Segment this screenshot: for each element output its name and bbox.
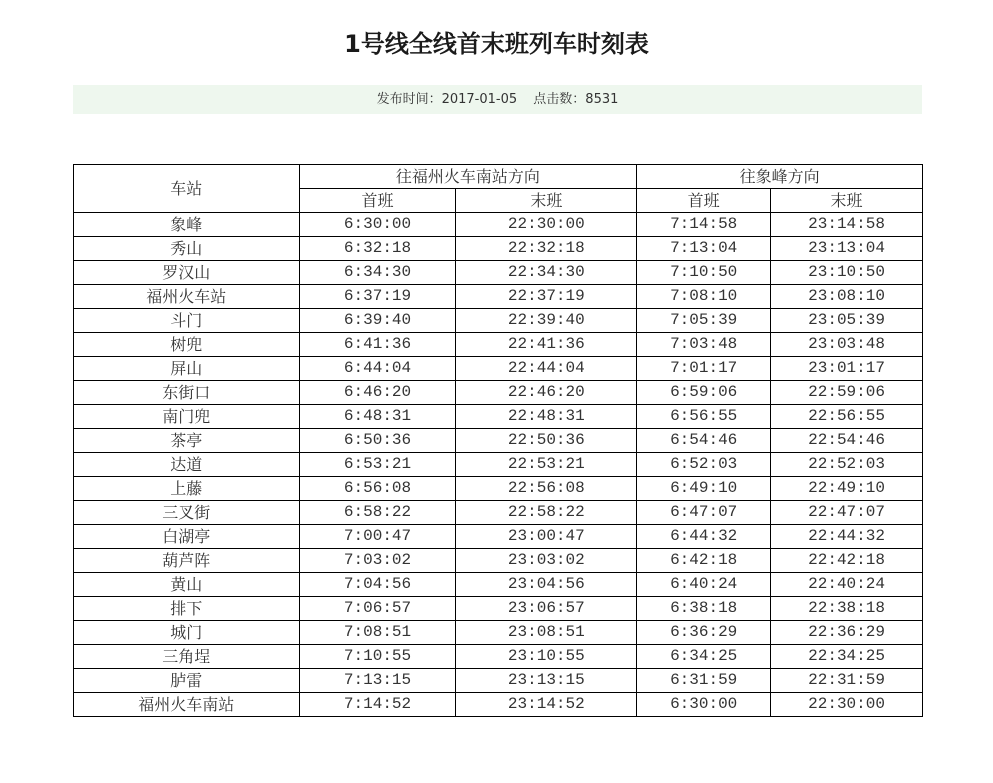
station-cell: 斗门 xyxy=(74,309,300,333)
dir1-first-cell: 6:58:22 xyxy=(299,501,456,525)
dir1-first-cell: 7:13:15 xyxy=(299,669,456,693)
dir2-last-cell: 22:42:18 xyxy=(771,549,923,573)
dir2-first-cell: 6:47:07 xyxy=(637,501,771,525)
station-cell: 福州火车站 xyxy=(74,285,300,309)
dir1-first-cell: 6:30:00 xyxy=(299,213,456,237)
dir1-first-cell: 7:04:56 xyxy=(299,573,456,597)
dir2-first-cell: 6:40:24 xyxy=(637,573,771,597)
station-cell: 三角埕 xyxy=(74,645,300,669)
dir2-first-cell: 6:49:10 xyxy=(637,477,771,501)
dir1-last-cell: 23:04:56 xyxy=(456,573,637,597)
dir2-first-cell: 6:30:00 xyxy=(637,693,771,717)
dir2-last-cell: 23:03:48 xyxy=(771,333,923,357)
meta-info-bar xyxy=(73,85,922,114)
station-cell: 达道 xyxy=(74,453,300,477)
timetable-body xyxy=(74,213,923,717)
table-row xyxy=(74,213,923,237)
dir1-first-cell: 6:32:18 xyxy=(299,237,456,261)
dir2-last-cell: 22:44:32 xyxy=(771,525,923,549)
dir1-first-cell: 6:48:31 xyxy=(299,405,456,429)
dir2-first-cell: 7:08:10 xyxy=(637,285,771,309)
dir1-first-cell: 6:39:40 xyxy=(299,309,456,333)
dir2-first-cell: 6:38:18 xyxy=(637,597,771,621)
dir1-last-cell: 22:30:00 xyxy=(456,213,637,237)
dir1-last-cell: 22:48:31 xyxy=(456,405,637,429)
header-dir1-last: 末班 xyxy=(456,189,637,213)
table-row xyxy=(74,429,923,453)
dir2-first-cell: 7:13:04 xyxy=(637,237,771,261)
dir2-last-cell: 22:52:03 xyxy=(771,453,923,477)
dir2-last-cell: 22:47:07 xyxy=(771,501,923,525)
dir1-last-cell: 22:34:30 xyxy=(456,261,637,285)
station-cell: 葫芦阵 xyxy=(74,549,300,573)
dir2-last-cell: 22:34:25 xyxy=(771,645,923,669)
table-row xyxy=(74,645,923,669)
dir2-last-cell: 23:05:39 xyxy=(771,309,923,333)
table-row xyxy=(74,597,923,621)
dir1-last-cell: 22:53:21 xyxy=(456,453,637,477)
header-dir2-first: 首班 xyxy=(637,189,771,213)
dir1-first-cell: 6:46:20 xyxy=(299,381,456,405)
station-cell: 秀山 xyxy=(74,237,300,261)
table-row xyxy=(74,309,923,333)
dir1-last-cell: 22:46:20 xyxy=(456,381,637,405)
table-row xyxy=(74,669,923,693)
dir2-last-cell: 22:38:18 xyxy=(771,597,923,621)
header-dir1-first: 首班 xyxy=(299,189,456,213)
dir1-last-cell: 23:06:57 xyxy=(456,597,637,621)
publish-date: 发布时间：2017-01-05 xyxy=(376,92,518,107)
header-station: 车站 xyxy=(74,165,300,213)
station-cell: 福州火车南站 xyxy=(74,693,300,717)
table-row xyxy=(74,381,923,405)
station-cell: 象峰 xyxy=(74,213,300,237)
table-row xyxy=(74,549,923,573)
dir1-first-cell: 6:44:04 xyxy=(299,357,456,381)
dir1-first-cell: 6:41:36 xyxy=(299,333,456,357)
table-row xyxy=(74,621,923,645)
dir1-first-cell: 7:10:55 xyxy=(299,645,456,669)
header-direction-south-station: 往福州火车南站方向 xyxy=(299,165,637,189)
dir2-first-cell: 6:44:32 xyxy=(637,525,771,549)
dir1-last-cell: 23:14:52 xyxy=(456,693,637,717)
dir1-last-cell: 22:44:04 xyxy=(456,357,637,381)
dir2-first-cell: 7:01:17 xyxy=(637,357,771,381)
table-row xyxy=(74,405,923,429)
table-row xyxy=(74,693,923,717)
table-row xyxy=(74,477,923,501)
dir1-first-cell: 6:53:21 xyxy=(299,453,456,477)
station-cell: 茶亭 xyxy=(74,429,300,453)
table-row xyxy=(74,285,923,309)
dir2-first-cell: 7:03:48 xyxy=(637,333,771,357)
dir1-first-cell: 7:03:02 xyxy=(299,549,456,573)
dir2-last-cell: 23:10:50 xyxy=(771,261,923,285)
station-cell: 城门 xyxy=(74,621,300,645)
table-row xyxy=(74,453,923,477)
table-row xyxy=(74,237,923,261)
dir1-last-cell: 23:08:51 xyxy=(456,621,637,645)
dir2-last-cell: 23:01:17 xyxy=(771,357,923,381)
table-row xyxy=(74,261,923,285)
dir2-last-cell: 22:54:46 xyxy=(771,429,923,453)
dir1-last-cell: 22:56:08 xyxy=(456,477,637,501)
header-direction-xiangfeng: 往象峰方向 xyxy=(637,165,923,189)
dir1-first-cell: 6:56:08 xyxy=(299,477,456,501)
table-row xyxy=(74,357,923,381)
dir1-first-cell: 6:50:36 xyxy=(299,429,456,453)
dir1-first-cell: 7:08:51 xyxy=(299,621,456,645)
station-cell: 东街口 xyxy=(74,381,300,405)
dir2-first-cell: 6:52:03 xyxy=(637,453,771,477)
dir1-last-cell: 22:41:36 xyxy=(456,333,637,357)
station-cell: 三叉街 xyxy=(74,501,300,525)
table-row xyxy=(74,333,923,357)
dir1-last-cell: 22:37:19 xyxy=(456,285,637,309)
dir1-first-cell: 6:37:19 xyxy=(299,285,456,309)
dir1-last-cell: 22:50:36 xyxy=(456,429,637,453)
dir2-first-cell: 7:14:58 xyxy=(637,213,771,237)
header-dir2-last: 末班 xyxy=(771,189,923,213)
dir2-last-cell: 23:13:04 xyxy=(771,237,923,261)
station-cell: 屏山 xyxy=(74,357,300,381)
dir2-last-cell: 22:56:55 xyxy=(771,405,923,429)
station-cell: 树兜 xyxy=(74,333,300,357)
timetable xyxy=(73,164,923,717)
table-row xyxy=(74,501,923,525)
view-count: 点击数：8531 xyxy=(533,92,619,107)
dir1-first-cell: 7:14:52 xyxy=(299,693,456,717)
dir2-first-cell: 6:56:55 xyxy=(637,405,771,429)
station-cell: 罗汉山 xyxy=(74,261,300,285)
dir2-last-cell: 22:31:59 xyxy=(771,669,923,693)
dir1-first-cell: 6:34:30 xyxy=(299,261,456,285)
dir2-first-cell: 6:34:25 xyxy=(637,645,771,669)
dir2-last-cell: 22:30:00 xyxy=(771,693,923,717)
dir1-last-cell: 22:58:22 xyxy=(456,501,637,525)
dir2-first-cell: 6:31:59 xyxy=(637,669,771,693)
header-row-directions xyxy=(74,165,923,189)
page-title: 1号线全线首末班列车时刻表 xyxy=(344,30,649,58)
dir2-first-cell: 6:42:18 xyxy=(637,549,771,573)
dir2-last-cell: 22:59:06 xyxy=(771,381,923,405)
dir1-first-cell: 7:06:57 xyxy=(299,597,456,621)
station-cell: 上藤 xyxy=(74,477,300,501)
dir2-first-cell: 6:59:06 xyxy=(637,381,771,405)
table-row xyxy=(74,525,923,549)
table-row xyxy=(74,573,923,597)
dir1-last-cell: 23:00:47 xyxy=(456,525,637,549)
dir2-last-cell: 22:49:10 xyxy=(771,477,923,501)
station-cell: 黄山 xyxy=(74,573,300,597)
station-cell: 胪雷 xyxy=(74,669,300,693)
dir1-last-cell: 23:10:55 xyxy=(456,645,637,669)
dir2-first-cell: 6:36:29 xyxy=(637,621,771,645)
dir1-first-cell: 7:00:47 xyxy=(299,525,456,549)
dir2-last-cell: 22:36:29 xyxy=(771,621,923,645)
station-cell: 白湖亭 xyxy=(74,525,300,549)
station-cell: 南门兜 xyxy=(74,405,300,429)
dir2-first-cell: 7:10:50 xyxy=(637,261,771,285)
dir2-first-cell: 6:54:46 xyxy=(637,429,771,453)
station-cell: 排下 xyxy=(74,597,300,621)
dir2-first-cell: 7:05:39 xyxy=(637,309,771,333)
dir1-last-cell: 23:03:02 xyxy=(456,549,637,573)
dir1-last-cell: 22:32:18 xyxy=(456,237,637,261)
dir1-last-cell: 23:13:15 xyxy=(456,669,637,693)
dir2-last-cell: 22:40:24 xyxy=(771,573,923,597)
dir2-last-cell: 23:14:58 xyxy=(771,213,923,237)
dir1-last-cell: 22:39:40 xyxy=(456,309,637,333)
dir2-last-cell: 23:08:10 xyxy=(771,285,923,309)
